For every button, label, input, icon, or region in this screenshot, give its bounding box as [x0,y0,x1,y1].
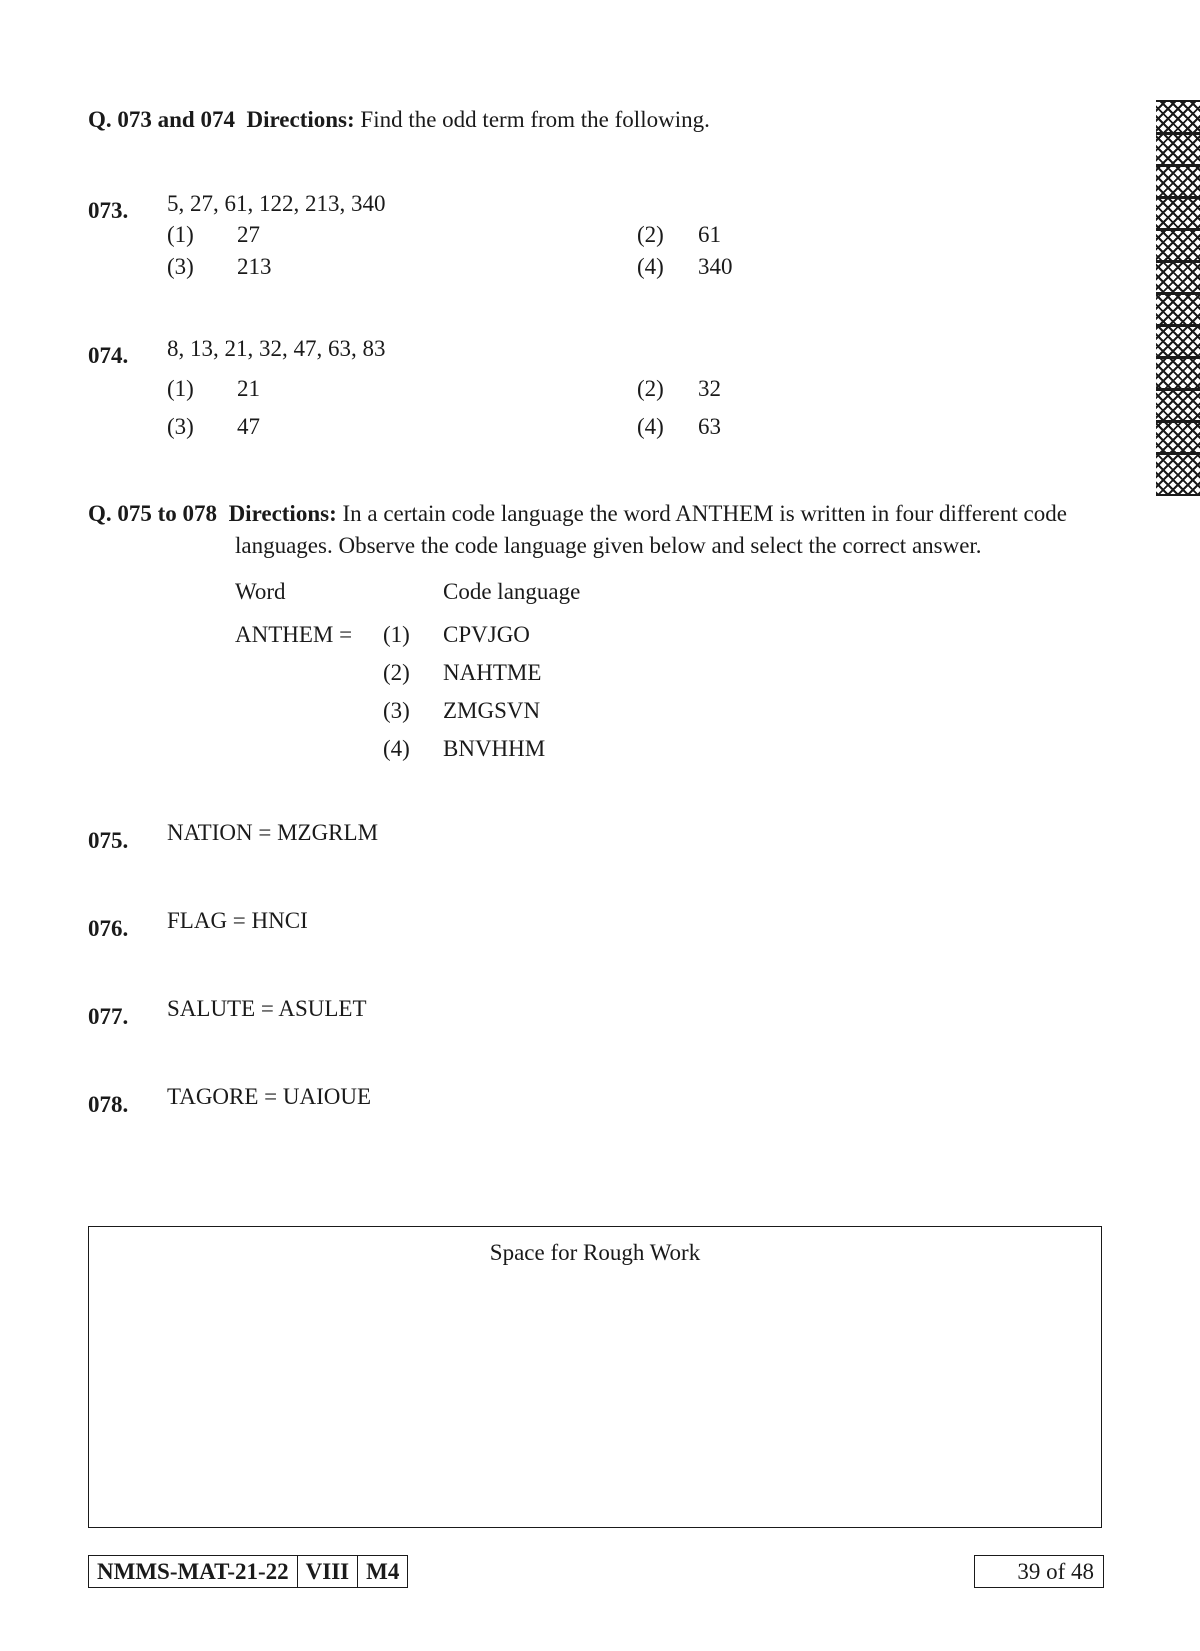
decorative-border-strip [1156,100,1200,496]
set-code: M4 [366,1559,400,1584]
code-value: BNVHHM [443,736,546,761]
column-header-code: Code language [443,579,581,604]
section-header-075-078 [88,502,1067,525]
option-label: (4) [637,254,664,279]
option-value: 61 [698,222,721,247]
question-series: 5, 27, 61, 122, 213, 340 [167,191,386,216]
class-code: VIII [298,1556,358,1587]
question-number: 076. [88,916,129,941]
directions-text-line2: languages. Observe the code language given below and select the correct answer. [235,533,982,558]
question-series: 8, 13, 21, 32, 47, 63, 83 [167,336,386,361]
directions-text-line1: In a certain code language the word ANTHEM is written in four different code [342,501,1067,526]
question-text: NATION = MZGRLM [167,820,379,845]
code-value: ZMGSVN [443,698,541,723]
code-label: (3) [383,698,410,723]
question-text: FLAG = HNCI [167,908,308,933]
directions-label: Directions: [246,107,355,132]
option-label: (2) [637,376,664,401]
option-value: 21 [237,376,260,401]
paper-code: NMMS-MAT-21-22 [89,1556,298,1587]
code-value: CPVJGO [443,622,530,647]
footer-code-box [88,1555,408,1588]
page-number: 39 of 48 [974,1555,1104,1588]
code-value: NAHTME [443,660,542,685]
option-label: (1) [167,222,194,247]
option-label: (2) [637,222,664,247]
option-value: 32 [698,376,721,401]
option-value: 213 [237,254,272,279]
option-label: (1) [167,376,194,401]
option-value: 340 [698,254,733,279]
code-word: ANTHEM = [235,622,353,647]
code-label: (1) [383,622,410,647]
option-label: (4) [637,414,664,439]
section-header-073-074 [88,108,710,131]
question-number: 078. [88,1092,129,1117]
question-number: 075. [88,828,129,853]
section-label: Q. 075 to 078 [88,501,218,526]
question-text: TAGORE = UAIOUE [167,1084,372,1109]
directions-text: Find the odd term from the following. [360,107,710,132]
rough-work-box [88,1226,1102,1528]
column-header-word: Word [235,579,286,604]
rough-work-title: Space for Rough Work [489,1240,701,1265]
code-label: (4) [383,736,410,761]
question-number: 077. [88,1004,129,1029]
option-label: (3) [167,254,194,279]
question-number: 073. [88,198,129,223]
question-number: 074. [88,343,129,368]
option-value: 27 [237,222,260,247]
code-label: (2) [383,660,410,685]
directions-label: Directions: [228,501,337,526]
question-text: SALUTE = ASULET [167,996,367,1021]
option-label: (3) [167,414,194,439]
option-value: 47 [237,414,260,439]
option-value: 63 [698,414,721,439]
section-label: Q. 073 and 074 [88,107,235,132]
